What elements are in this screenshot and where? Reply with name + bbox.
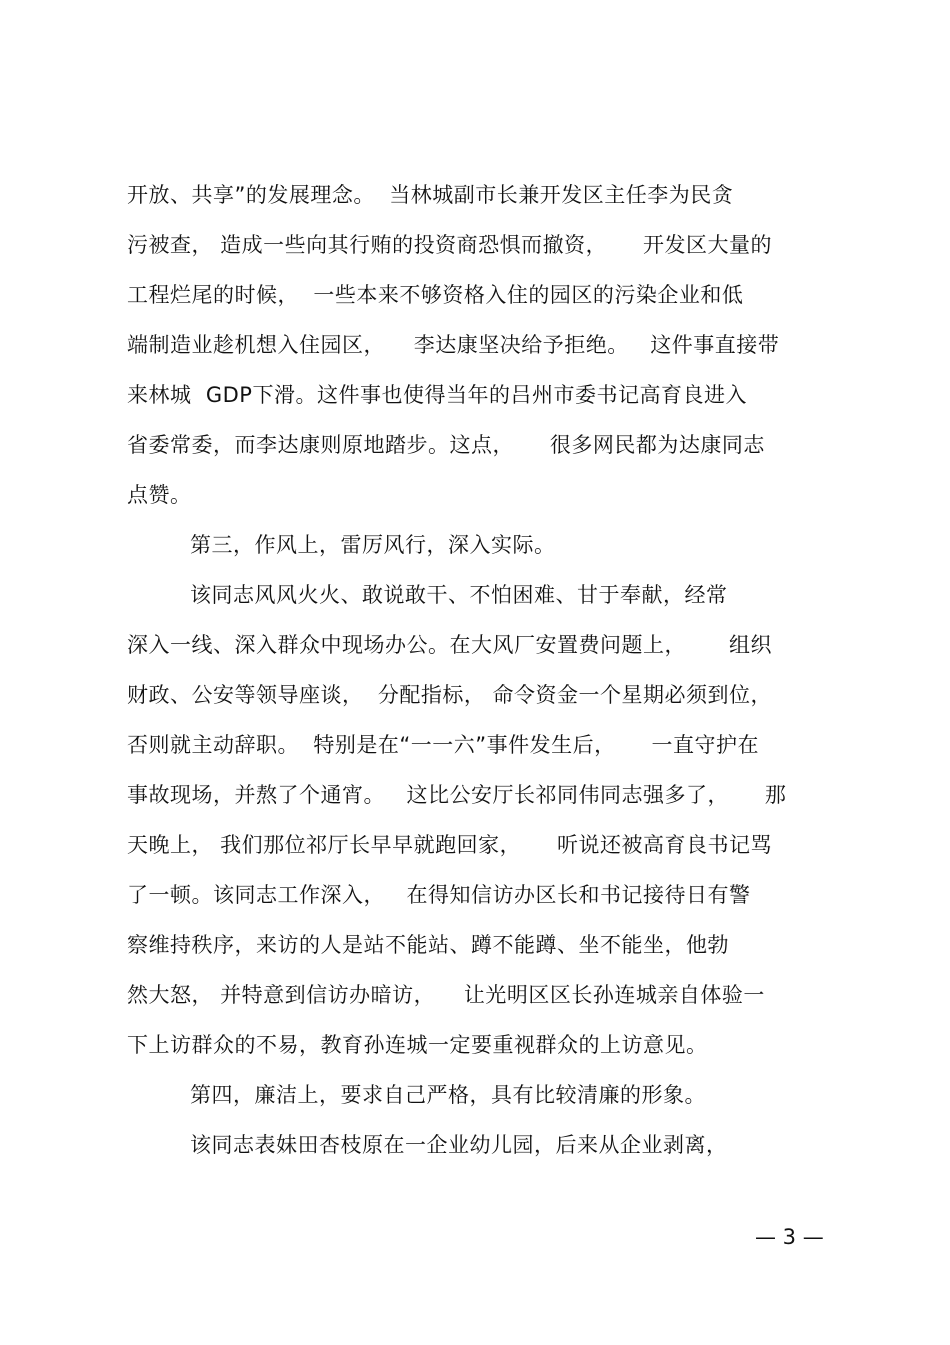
text-line: 端制造业趁机想入住园区， 李达康坚决给予拒绝。 这件事直接带 [127,333,780,357]
text-line: 财政、公安等领导座谈， 分配指标， 命令资金一个星期必须到位， [127,683,773,707]
page-number: — 3 — [755,1225,824,1249]
text-line: 下上访群众的不易，教育孙连城一定要重视群众的上访意见。 [127,1033,708,1057]
section-heading: 第四，廉洁上，要求自己严格，具有比较清廉的形象。 [190,1083,706,1107]
text-line: 然大怒， 并特意到信访办暗访， 让光明区区长孙连城亲自体验一 [127,983,765,1007]
section-heading: 第三，作风上，雷厉风行，深入实际。 [190,533,556,557]
text-line: 开放、共享”的发展理念。 当林城副市长兼开发区主任李为民贪 [127,183,734,207]
text-line: 省委常委，而李达康则原地踏步。这点， 很多网民都为达康同志 [127,433,765,457]
text-line: 天晚上， 我们那位祁厅长早早就跑回家， 听说还被高育良书记骂 [127,833,773,857]
text-line: 工程烂尾的时候， 一些本来不够资格入住的园区的污染企业和低 [127,283,744,307]
text-line: 事故现场，并熬了个通宵。 这比公安厅长祁同伟同志强多了， 那 [127,783,787,807]
text-line: 点赞。 [127,483,192,507]
text-line: 了一顿。该同志工作深入， 在得知信访办区长和书记接待日有警 [127,883,751,907]
text-line: 否则就主动辞职。 特别是在“一一六”事件发生后， 一直守护在 [127,733,759,757]
text-line: 污被查， 造成一些向其行贿的投资商恐惧而撤资， 开发区大量的 [127,233,773,257]
text-line: 来林城 GDP下滑。这件事也使得当年的吕州市委书记高育良进入 [127,383,747,407]
text-line: 该同志风风火火、敢说敢干、不怕困难、甘于奉献，经常 [190,583,728,607]
text-line: 察维持秩序，来访的人是站不能站、蹲不能蹲、坐不能坐，他勃 [127,933,729,957]
text-line: 深入一线、深入群众中现场办公。在大风厂安置费问题上， 组织 [127,633,773,657]
text-line: 该同志表妹田杏枝原在一企业幼儿园，后来从企业剥离， [190,1133,728,1157]
